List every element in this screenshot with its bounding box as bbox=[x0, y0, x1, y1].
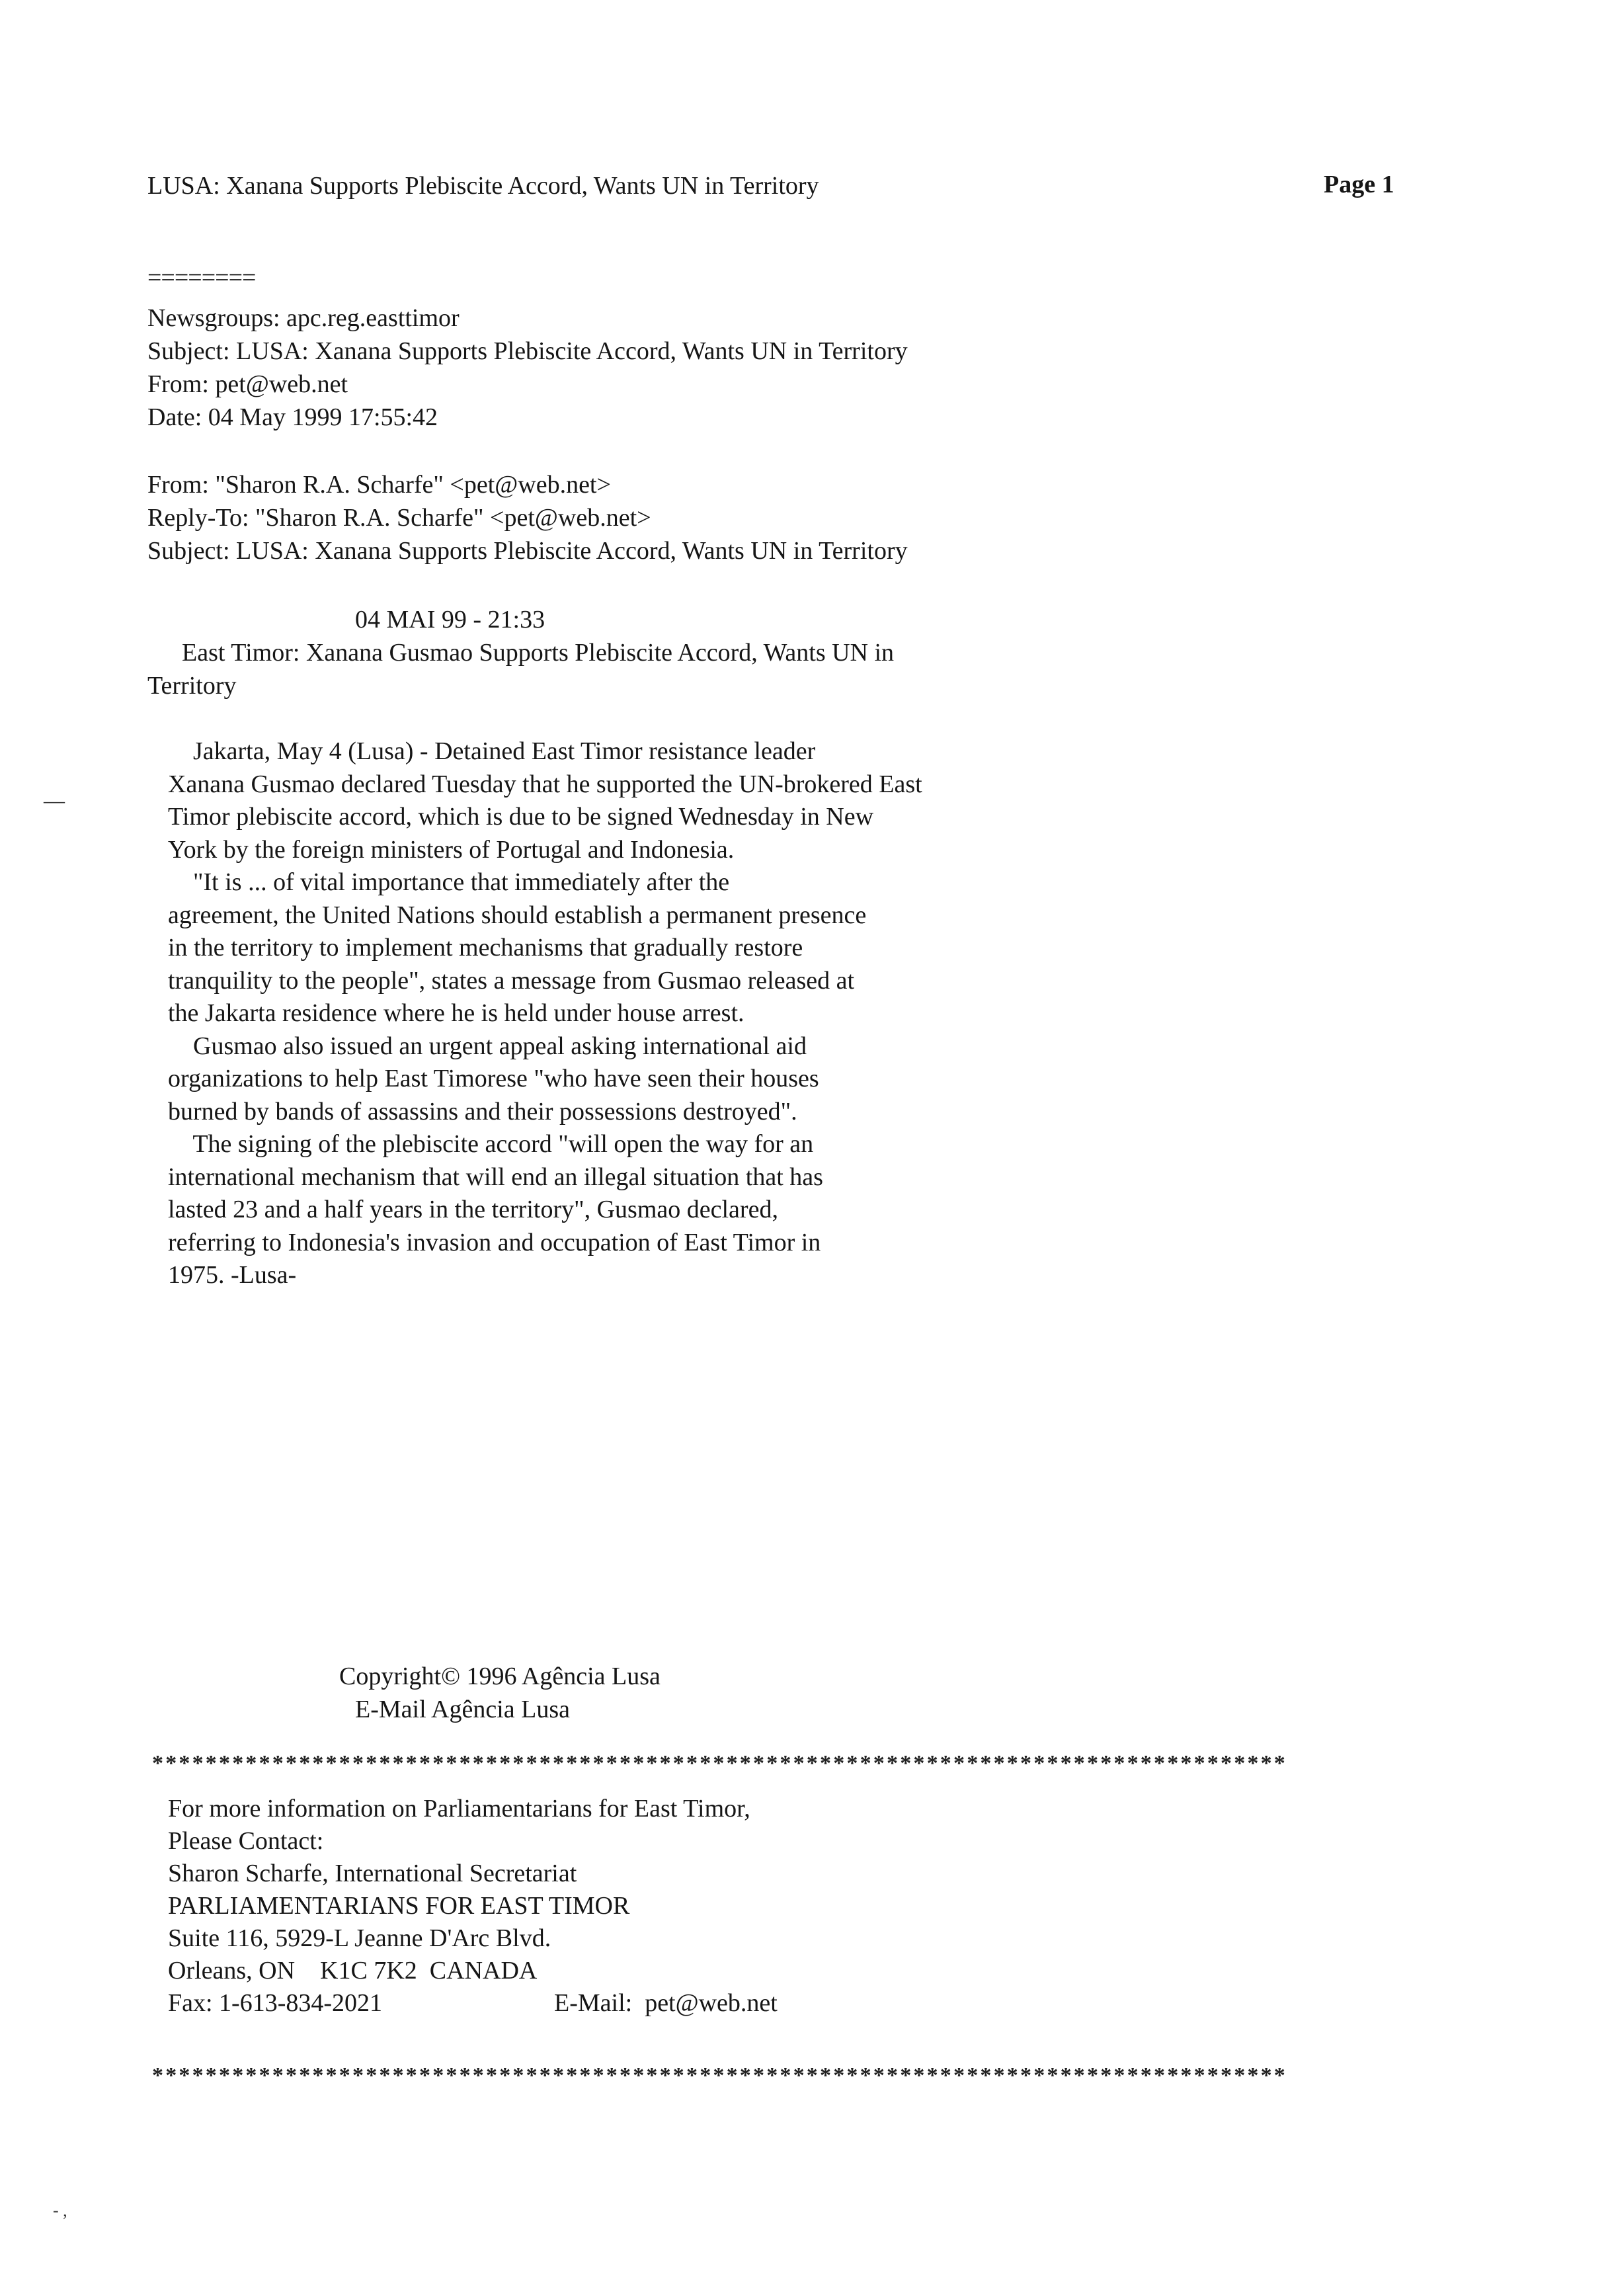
mail-subject-line: Subject: LUSA: Xanana Supports Plebiscite Accord, Wants UN in Territory bbox=[147, 537, 908, 565]
corner-mark: - , bbox=[53, 2201, 67, 2220]
article-body-line: tranquility to the people", states a message from Gusmao released at bbox=[168, 967, 855, 995]
contact-line: Sharon Scharfe, International Secretariat bbox=[168, 1860, 577, 1887]
article-body-line: Timor plebiscite accord, which is due to be signed Wednesday in New bbox=[168, 803, 874, 831]
article-headline: East Timor: Xanana Gusmao Supports Plebiscite Accord, Wants UN in bbox=[182, 639, 895, 667]
article-body-line: Jakarta, May 4 (Lusa) - Detained East Timor resistance leader bbox=[168, 737, 816, 765]
copyright-email: E-Mail Agência Lusa bbox=[355, 1696, 571, 1723]
newsgroups-line: Newsgroups: apc.reg.easttimor bbox=[147, 304, 460, 332]
article-dateline: 04 MAI 99 - 21:33 bbox=[355, 606, 545, 634]
contact-line: Please Contact: bbox=[168, 1827, 324, 1855]
article-body-line: York by the foreign ministers of Portugal and Indonesia. bbox=[168, 836, 735, 864]
date-line: Date: 04 May 1999 17:55:42 bbox=[147, 403, 438, 431]
contact-fax: Fax: 1-613-834-2021 bbox=[168, 1989, 383, 2017]
article-body-line: lasted 23 and a half years in the territory", Gusmao declared, bbox=[168, 1196, 778, 1223]
article-body-line: The signing of the plebiscite accord "will open the way for an bbox=[168, 1130, 814, 1158]
contact-line: PARLIAMENTARIANS FOR EAST TIMOR bbox=[168, 1892, 630, 1920]
contact-email: E-Mail: pet@web.net bbox=[554, 1989, 778, 2017]
mail-from-line: From: "Sharon R.A. Scharfe" <pet@web.net> bbox=[147, 471, 611, 499]
article-body-line: 1975. -Lusa- bbox=[168, 1261, 297, 1289]
header-title: LUSA: Xanana Supports Plebiscite Accord, Wants UN in Territory bbox=[147, 172, 819, 200]
subject-line: Subject: LUSA: Xanana Supports Plebiscite Accord, Wants UN in Territory bbox=[147, 337, 908, 365]
article-body-line: the Jakarta residence where he is held under house arrest. bbox=[168, 999, 744, 1027]
page-number: Page 1 bbox=[1324, 171, 1394, 198]
stars-divider-top: ************************************************************************************* bbox=[152, 1751, 1287, 1776]
margin-mark: — bbox=[44, 788, 65, 812]
article-body-line: organizations to help East Timorese "who have seen their houses bbox=[168, 1065, 819, 1092]
article-body-line: Xanana Gusmao declared Tuesday that he supported the UN-brokered East bbox=[168, 770, 922, 798]
article-body-line: "It is ... of vital importance that immediately after the bbox=[168, 868, 730, 896]
contact-line: Orleans, ON K1C 7K2 CANADA bbox=[168, 1957, 538, 1985]
from-line: From: pet@web.net bbox=[147, 370, 348, 398]
article-body-line: agreement, the United Nations should establish a permanent presence bbox=[168, 901, 867, 929]
contact-line: For more information on Parliamentarians for East Timor, bbox=[168, 1795, 750, 1823]
contact-line: Suite 116, 5929-L Jeanne D'Arc Blvd. bbox=[168, 1924, 551, 1952]
article-body-line: Gusmao also issued an urgent appeal asking international aid bbox=[168, 1032, 807, 1060]
article-body-line: international mechanism that will end an illegal situation that has bbox=[168, 1163, 823, 1191]
article-headline-cont: Territory bbox=[147, 672, 237, 700]
article-body-line: burned by bands of assassins and their possessions destroyed". bbox=[168, 1098, 797, 1126]
article-body-line: in the territory to implement mechanisms that gradually restore bbox=[168, 934, 803, 962]
article-body-line: referring to Indonesia's invasion and occupation of East Timor in bbox=[168, 1229, 821, 1256]
header-separator: ======== bbox=[147, 264, 256, 292]
stars-divider-bottom: ************************************************************************************* bbox=[152, 2063, 1287, 2088]
copyright-line: Copyright© 1996 Agência Lusa bbox=[339, 1662, 661, 1690]
reply-to-line: Reply-To: "Sharon R.A. Scharfe" <pet@web.net> bbox=[147, 504, 651, 532]
